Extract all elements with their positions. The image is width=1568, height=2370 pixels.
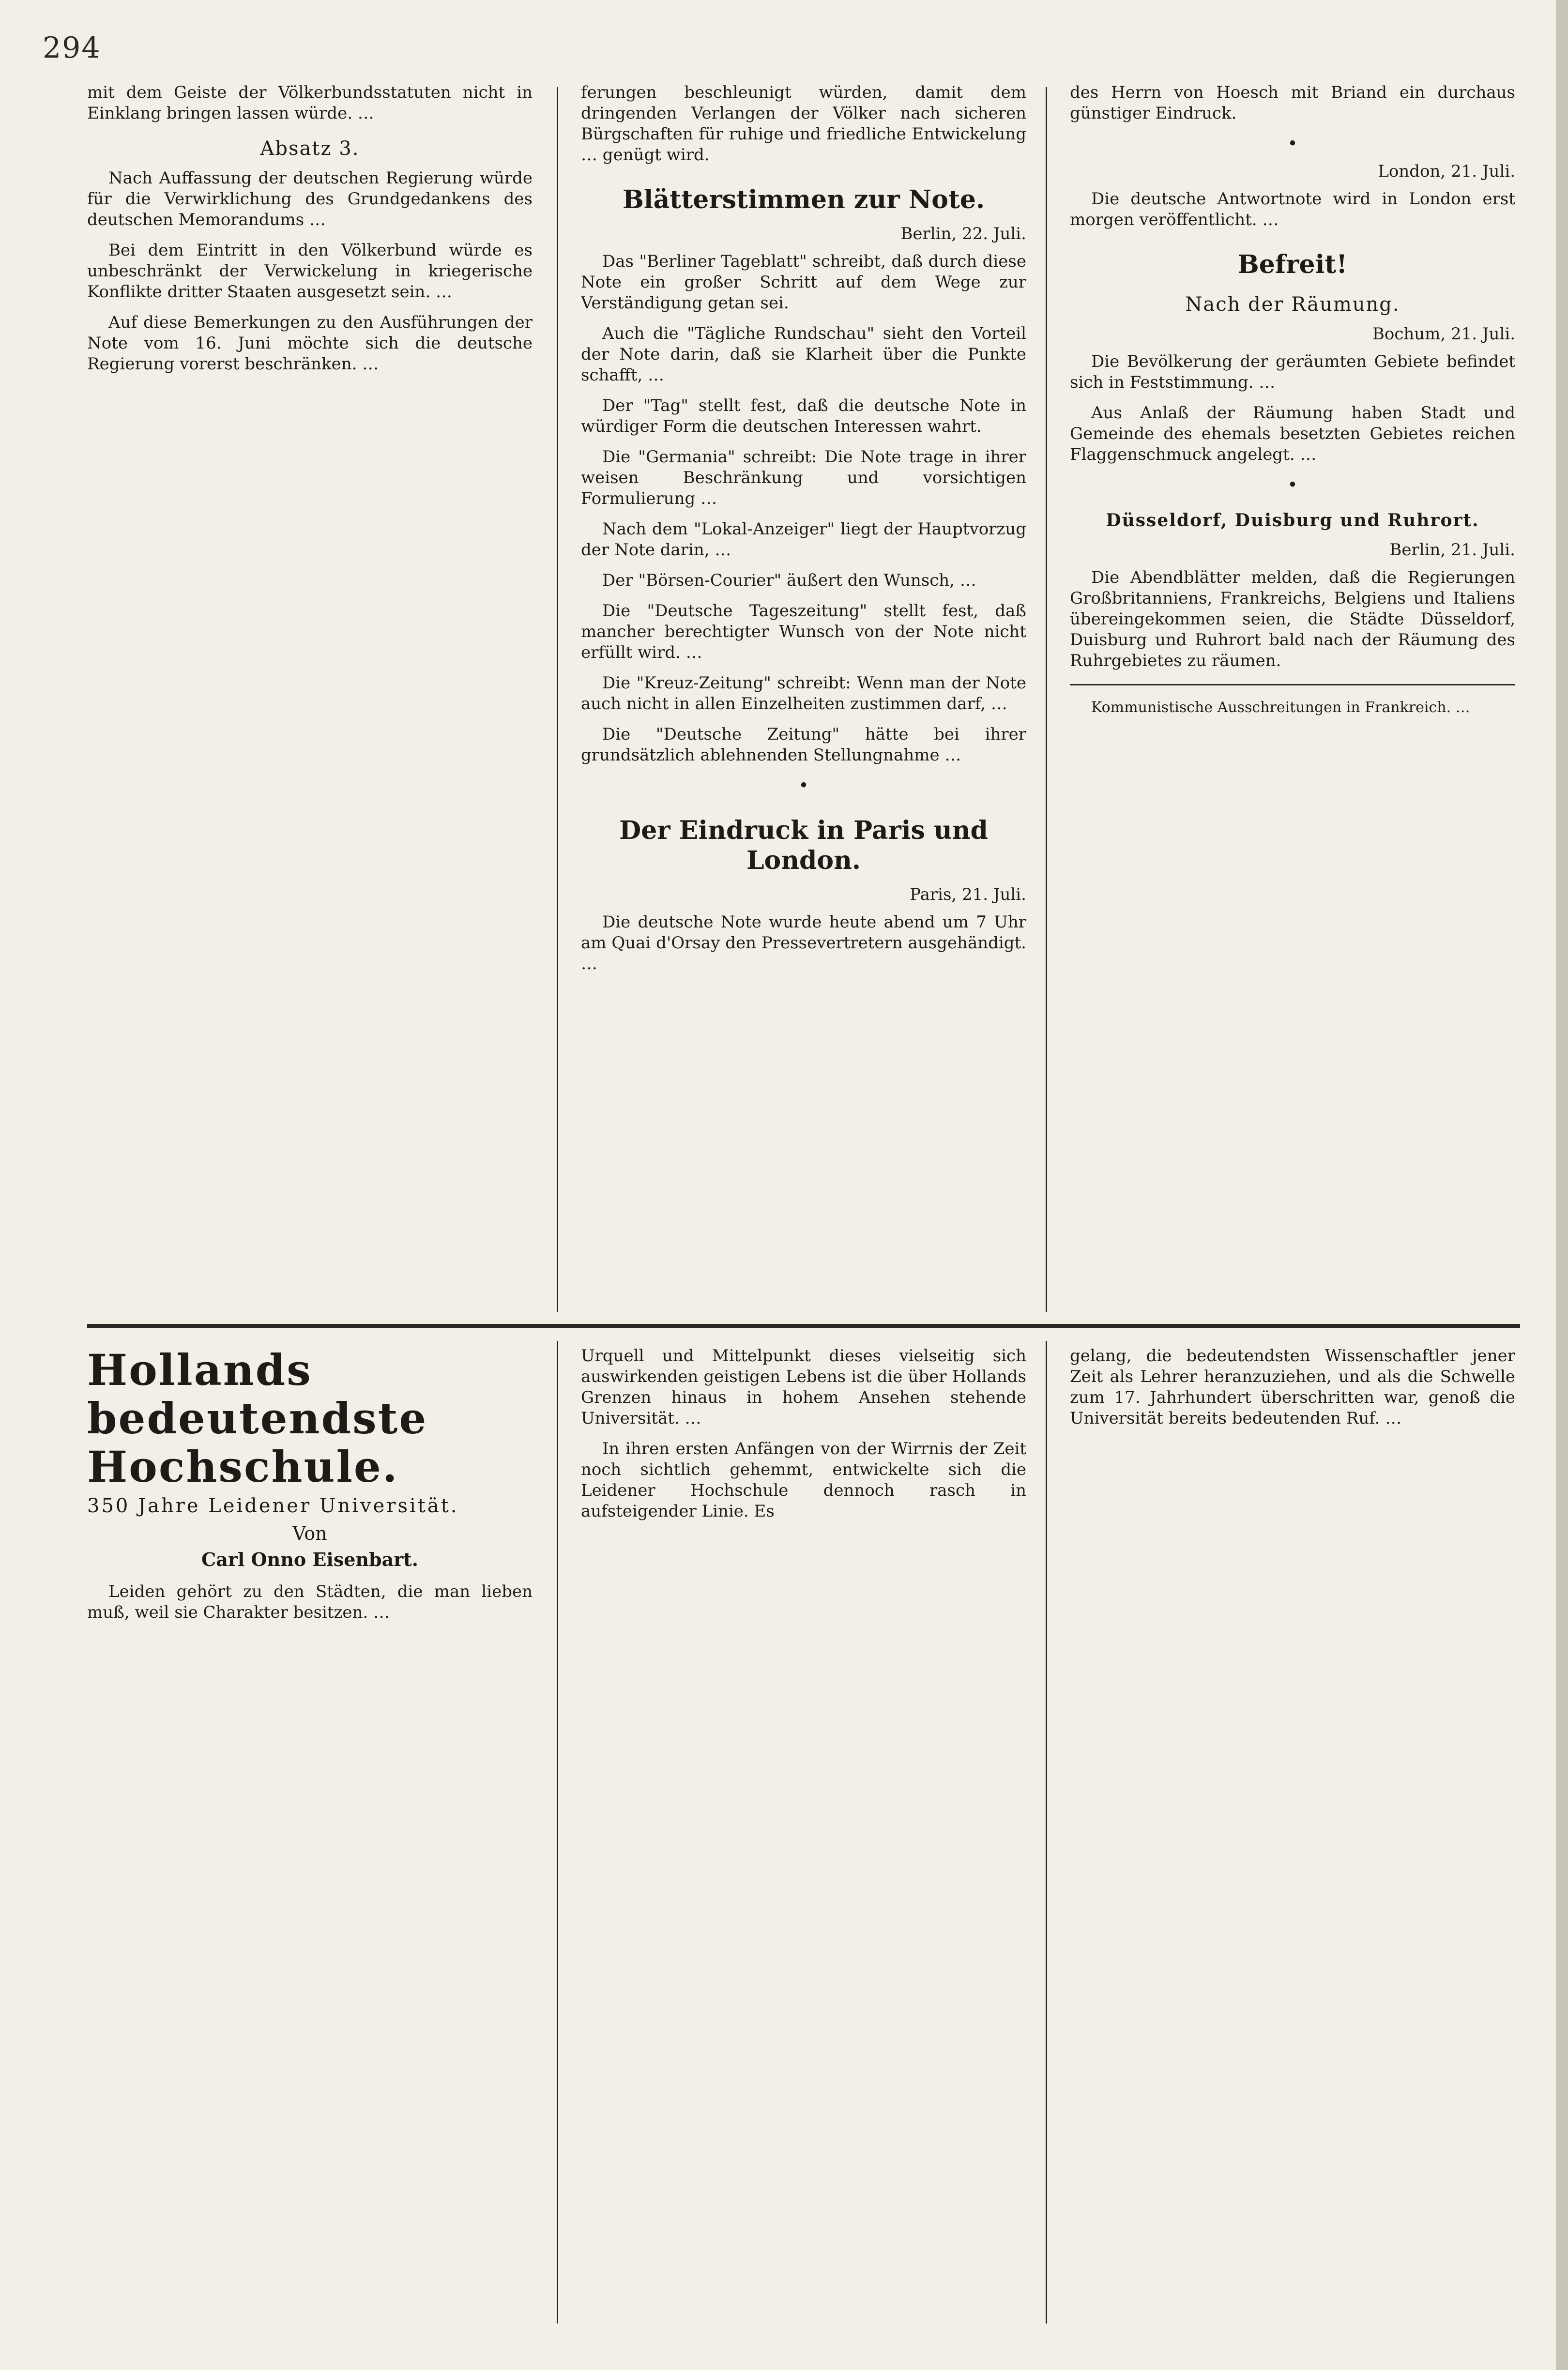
column-divider bbox=[1046, 87, 1047, 1312]
feuilleton-column-1 bbox=[87, 1346, 533, 2324]
paragraph: Auf diese Bemerkungen zu den Ausführungen der Note vom 16. Juni möchte sich die deutsche Regierung vorerst beschränken. … bbox=[87, 313, 533, 374]
paragraph: Die "Kreuz-Zeitung" schreibt: Wenn man der Note auch nicht in allen Einzelheiten zustimmen darf, … bbox=[581, 673, 1026, 714]
paragraph: ferungen beschleunigt würden, damit dem dringenden Verlangen der Völker nach sicheren Bürgschaften für ruhige und friedliche Entwickelung … genügt wird. bbox=[581, 83, 1026, 165]
column-divider bbox=[557, 87, 558, 1312]
paragraph: Urquell und Mittelpunkt dieses vielseitig sich auswirkenden geistigen Lebens ist die über Hollands Grenzen hinaus in hohem Ansehen stehende Universität. … bbox=[581, 1346, 1026, 1428]
paragraph: Nach dem "Lokal-Anzeiger" liegt der Hauptvorzug der Note darin, … bbox=[581, 519, 1026, 560]
separator-star: • bbox=[1287, 475, 1298, 495]
author-label: Von bbox=[292, 1523, 327, 1544]
column-2 bbox=[581, 82, 1026, 1312]
feuilleton-column-3 bbox=[1070, 1346, 1515, 2324]
paragraph: Aus Anlaß der Räumung haben Stadt und Gemeinde des ehemals besetzten Gebietes reichen Flaggenschmuck angelegt. … bbox=[1070, 403, 1515, 464]
dateline: Berlin, 21. Juli. bbox=[1389, 540, 1515, 560]
page-edge-border bbox=[1556, 0, 1568, 2370]
column-1 bbox=[87, 82, 533, 1312]
news-notice: Kommunistische Ausschreitungen in Frankreich. … bbox=[1091, 699, 1470, 716]
paragraph: Die "Deutsche Tageszeitung" stellt fest, daß mancher berechtigter Wunsch von der Note nicht erfüllt wird. … bbox=[581, 601, 1026, 662]
separator-star: • bbox=[798, 776, 809, 796]
section-rule bbox=[1070, 684, 1515, 685]
article-heading: Der Eindruck in Paris und London. bbox=[619, 816, 988, 875]
paragraph: In ihren ersten Anfängen von der Wirrnis der Zeit noch sichtlich gehemmt, entwickelte sich die Leidener Hochschule dennoch rasch in aufsteigender Linie. Es bbox=[581, 1439, 1026, 1521]
column-divider bbox=[1046, 1341, 1047, 2324]
paragraph: Die deutsche Note wurde heute abend um 7 Uhr am Quai d'Orsay den Pressevertretern ausgehändigt. … bbox=[581, 912, 1026, 973]
paragraph: Nach Auffassung der deutschen Regierung würde für die Verwirklichung des Grundgedankens des deutschen Memorandums … bbox=[87, 168, 533, 229]
article-subheading: Düsseldorf, Duisburg und Ruhrort. bbox=[1106, 510, 1479, 531]
paragraph: Die deutsche Antwortnote wird in London erst morgen veröffentlicht. … bbox=[1070, 189, 1515, 229]
paragraph: Die Abendblätter melden, daß die Regierungen Großbritanniens, Frankreichs, Belgiens und Italiens übereingekommen seien, die Städte Düsseldorf, Duisburg und Ruhrort bald nach der Räumung des Ruhrgebietes zu räumen. bbox=[1070, 568, 1515, 670]
paragraph: des Herrn von Hoesch mit Briand ein durchaus günstiger Eindruck. bbox=[1070, 83, 1515, 123]
dateline: Paris, 21. Juli. bbox=[910, 885, 1026, 904]
author-name: Carl Onno Eisenbart. bbox=[201, 1549, 419, 1570]
paragraph: Der "Tag" stellt fest, daß die deutsche Note in würdiger Form die deutschen Interessen wahrt. bbox=[581, 396, 1026, 436]
paragraph: mit dem Geiste der Völkerbundsstatuten nicht in Einklang bringen lassen würde. … bbox=[87, 83, 533, 123]
section-heading: Absatz 3. bbox=[260, 137, 360, 160]
page-number: 294 bbox=[43, 31, 101, 65]
paragraph: Leiden gehört zu den Städten, die man lieben muß, weil sie Charakter besitzen. … bbox=[87, 1582, 533, 1622]
dateline: Bochum, 21. Juli. bbox=[1372, 324, 1515, 344]
separator-star: • bbox=[1287, 134, 1298, 154]
feuilleton-subtitle: 350 Jahre Leidener Universität. bbox=[87, 1495, 459, 1517]
column-3 bbox=[1070, 82, 1515, 1312]
feuilleton-divider bbox=[87, 1324, 1520, 1328]
paragraph: gelang, die bedeutendsten Wissenschaftler jener Zeit als Lehrer heranzuziehen, und als die Schwelle zum 17. Jahrhundert überschritten war, genoß die Universität bereits bedeutenden Ruf. … bbox=[1070, 1346, 1515, 1428]
paragraph: Die "Deutsche Zeitung" hätte bei ihrer grundsätzlich ablehnenden Stellungnahme … bbox=[581, 725, 1026, 765]
feuilleton-column-2 bbox=[581, 1346, 1026, 2324]
feuilleton-title: Hollands bedeutendste Hochschule. bbox=[87, 1346, 428, 1492]
paragraph: Das "Berliner Tageblatt" schreibt, daß durch diese Note ein großer Schritt auf dem Wege zur Verständigung getan sei. bbox=[581, 252, 1026, 313]
article-heading: Befreit! bbox=[1237, 250, 1348, 279]
paragraph: Auch die "Tägliche Rundschau" sieht den Vorteil der Note darin, daß sie Klarheit über die Punkte schafft, … bbox=[581, 324, 1026, 385]
paragraph: Die Bevölkerung der geräumten Gebiete befindet sich in Feststimmung. … bbox=[1070, 352, 1515, 392]
dateline: London, 21. Juli. bbox=[1378, 162, 1515, 181]
paragraph: Bei dem Eintritt in den Völkerbund würde es unbeschränkt der Verwickelung in kriegerische Konflikte dritter Staaten ausgesetzt sein. … bbox=[87, 241, 533, 302]
paragraph: Der "Börsen-Courier" äußert den Wunsch, … bbox=[602, 571, 976, 590]
column-divider bbox=[557, 1341, 558, 2324]
dateline: Berlin, 22. Juli. bbox=[900, 224, 1026, 243]
paragraph: Die "Germania" schreibt: Die Note trage in ihrer weisen Beschränkung und vorsichtigen Formulierung … bbox=[581, 447, 1026, 508]
article-subheading: Nach der Räumung. bbox=[1185, 293, 1400, 316]
article-heading: Blätterstimmen zur Note. bbox=[622, 185, 985, 214]
